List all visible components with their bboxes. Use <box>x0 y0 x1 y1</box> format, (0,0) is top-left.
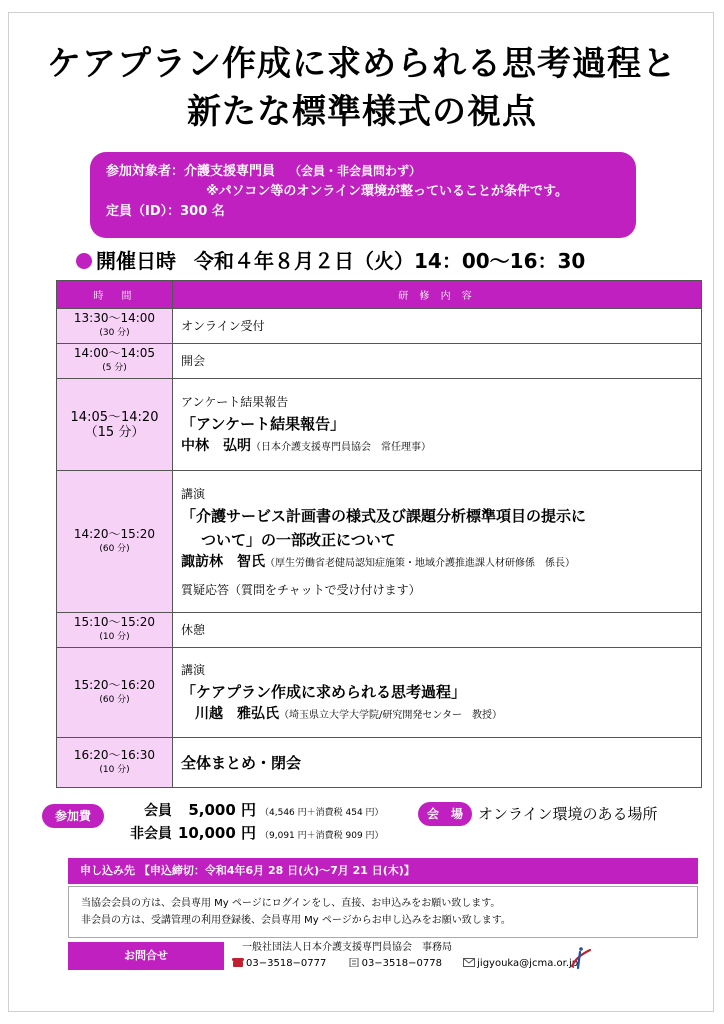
time-range: 15:20〜16:20 <box>73 677 156 692</box>
content-cell: 休憩 <box>173 613 702 648</box>
contact-fax: 03−3518−0778 <box>361 958 442 969</box>
nonmember-tax-detail: （9,091 円＋消費税 909 円） <box>260 831 384 841</box>
session-title: 「アンケート結果報告」 <box>181 414 346 433</box>
duration: （15 分） <box>84 424 145 440</box>
time-cell <box>57 648 173 738</box>
table-row <box>57 309 702 344</box>
application-details <box>68 886 698 938</box>
duration: (60 分) <box>99 543 130 554</box>
duration: (10 分) <box>99 632 130 642</box>
nonmember-label: 非会員 <box>130 826 172 842</box>
time-cell <box>57 471 173 613</box>
time-cell <box>57 309 173 344</box>
table-row <box>57 613 702 648</box>
venue-label-badge: 会 場 <box>418 802 472 826</box>
datetime-value: 令和４年８月２日（火）14：00〜16：30 <box>194 249 586 273</box>
speaker-name: 川越 雅弘氏 <box>195 705 279 722</box>
contact-label: お問合せ <box>68 942 224 970</box>
capacity: 定員（ID）：300 名 <box>106 204 225 219</box>
table-row <box>57 379 702 471</box>
time-cell <box>57 613 173 648</box>
session-title-line-2: ついて」の一部改正について <box>201 530 396 549</box>
duration: (5 分) <box>102 363 127 373</box>
time-cell <box>57 344 173 379</box>
qa-note: 質疑応答（質問をチャットで受け付けます） <box>181 582 421 597</box>
table-row <box>57 344 702 379</box>
bullet-dot-icon <box>76 253 92 269</box>
speaker-affiliation: （埼玉県立大学大学院/研究開発センター 教授） <box>279 709 502 721</box>
time-range: 14:00〜14:05 <box>73 346 156 360</box>
member-label: 会員 <box>144 803 172 819</box>
header-time: 時 間 <box>57 281 173 309</box>
member-amount: 5,000 円 <box>188 801 256 819</box>
duration: (60 分) <box>99 694 130 705</box>
duration: (10 分) <box>99 764 130 775</box>
header-content: 研 修 内 容 <box>173 281 702 309</box>
nonmember-amount: 10,000 円 <box>177 824 256 842</box>
duration: (30 分) <box>99 328 130 338</box>
table-row <box>57 648 702 738</box>
time-range: 16:20〜16:30 <box>73 747 156 762</box>
time-cell <box>57 379 173 471</box>
mail-icon <box>463 958 475 967</box>
target-condition: ※パソコン等のオンライン環境が整っていることが条件です。 <box>206 184 568 199</box>
content-cell: オンライン受付 <box>173 309 702 344</box>
event-datetime <box>76 246 585 276</box>
phone-icon <box>232 958 244 967</box>
target-audience-box <box>90 152 636 238</box>
contact-organization: 一般社団法人日本介護支援専門員協会 事務局 <box>242 942 452 953</box>
table-row <box>57 738 702 788</box>
association-logo-icon <box>566 944 594 972</box>
time-range: 14:20〜15:20 <box>73 526 156 541</box>
time-range: 13:30〜14:00 <box>73 311 156 325</box>
application-header: 申し込み先 【申込締切：令和4年6月 28 日(火)〜7月 21 日(木)】 <box>68 858 698 884</box>
application-nonmember-note: 非会員の方は、受講管理の利用登録後、会員専用 My ページからお申し込みをお願い致します。 <box>81 915 511 926</box>
closing-text: 全体まとめ・閉会 <box>181 753 302 772</box>
content-cell <box>173 471 702 613</box>
time-range: 15:10〜15:20 <box>73 615 156 629</box>
datetime-label: 開催日時 <box>96 249 176 273</box>
contact-phone: 03−3518−0777 <box>246 958 327 969</box>
speaker-affiliation: （日本介護支援専門員協会 常任理事） <box>251 441 431 453</box>
page-title <box>0 40 724 136</box>
session-title-line-1: 「介護サービス計画書の様式及び課題分析標準項目の提示に <box>181 506 587 525</box>
target-label: 参加対象者：介護支援専門員 <box>106 164 276 179</box>
contact-email[interactable]: jigyouka@jcma.or.jp <box>477 958 579 969</box>
speaker-name: 中林 弘明 <box>181 437 251 454</box>
speaker-name: 諏訪林 智氏 <box>181 553 265 570</box>
fee-label-badge: 参加費 <box>42 804 104 828</box>
member-tax-detail: （4,546 円＋消費税 454 円） <box>260 808 384 818</box>
speaker-affiliation: （厚生労働省老健局認知症施策・地域介護推進課人材研修係 係長） <box>265 557 575 569</box>
session-type: 講演 <box>181 486 206 501</box>
schedule-table <box>56 280 702 788</box>
title-line-1: ケアプラン作成に求められる思考過程と <box>47 44 677 84</box>
session-type: アンケート結果報告 <box>181 394 289 409</box>
venue-value: オンライン環境のある場所 <box>478 805 658 823</box>
content-cell <box>173 648 702 738</box>
time-range: 14:05〜14:20 <box>70 409 159 425</box>
fee-block <box>112 800 384 846</box>
content-cell: 開会 <box>173 344 702 379</box>
table-row <box>57 471 702 613</box>
title-line-2: 新たな標準様式の視点 <box>187 92 537 132</box>
session-title: 「ケアプラン作成に求められる思考過程」 <box>181 682 467 701</box>
application-member-note: 当協会会員の方は、会員専用 My ページにログインをし、直接、お申込みをお願い致します。 <box>81 898 501 909</box>
schedule-header-row <box>57 281 702 309</box>
content-cell <box>173 379 702 471</box>
time-cell <box>57 738 173 788</box>
target-note: （会員・非会員問わず） <box>289 164 422 178</box>
content-cell <box>173 738 702 788</box>
session-type: 講演 <box>181 662 206 677</box>
fax-icon <box>348 958 360 967</box>
